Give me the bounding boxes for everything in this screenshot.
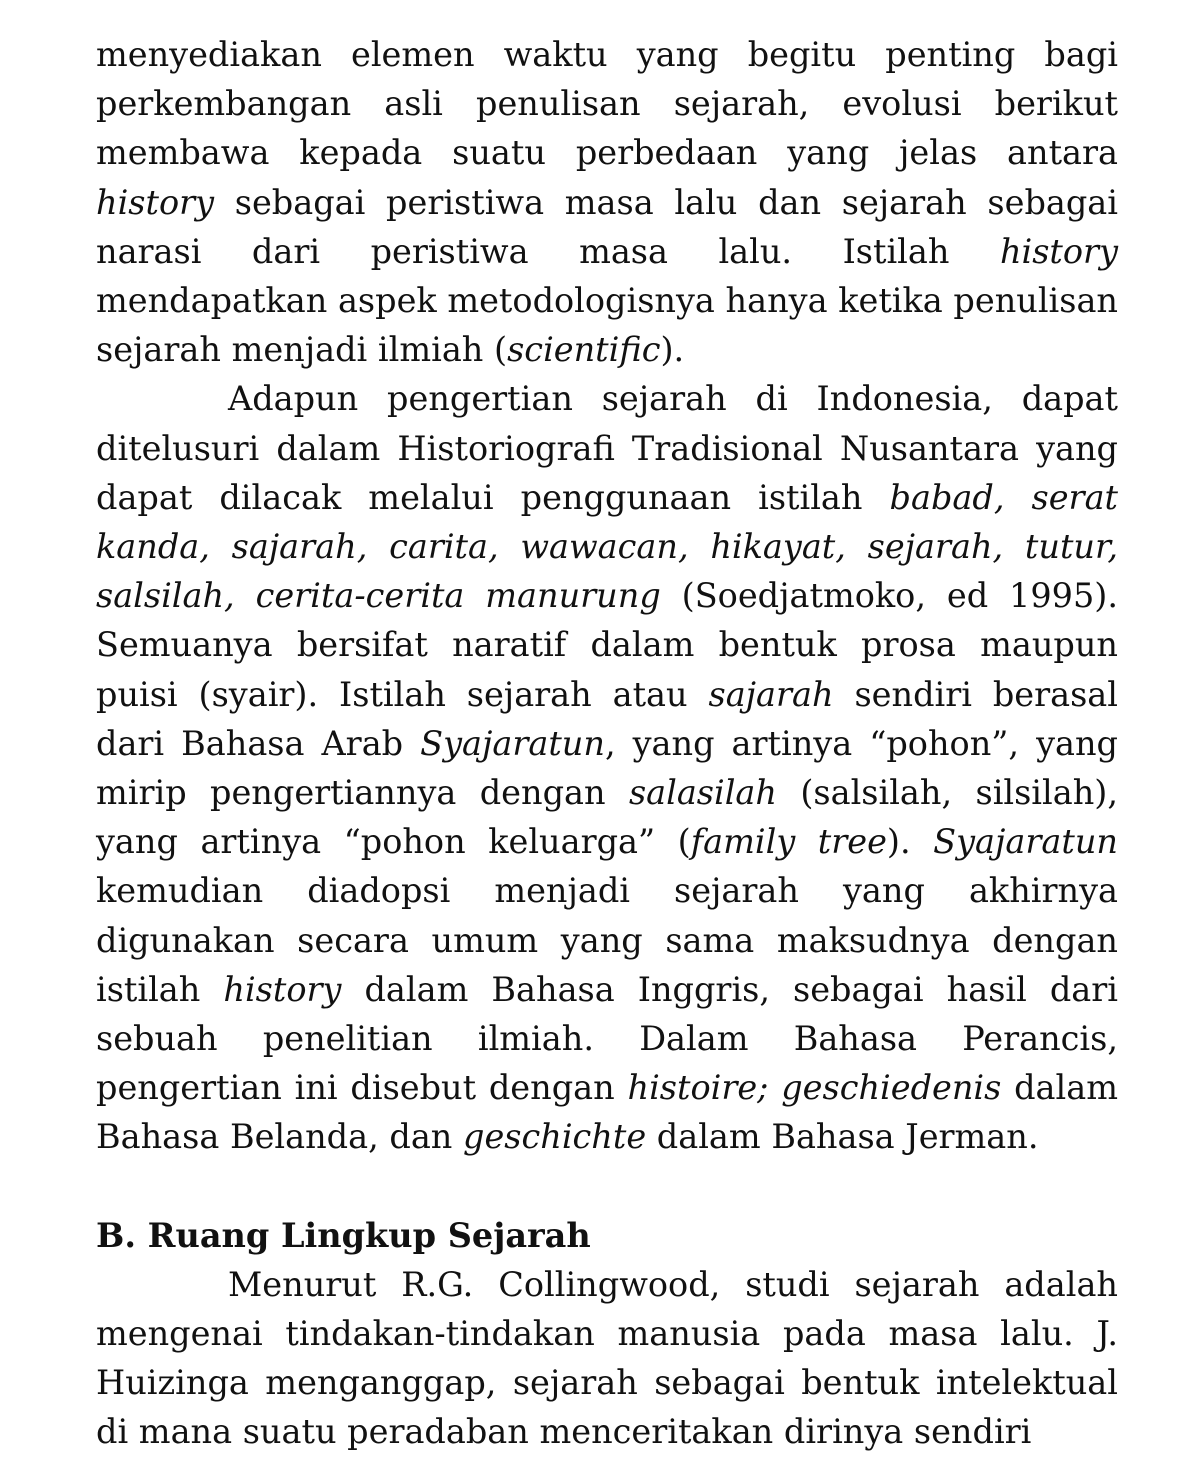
italic-term: geschichte xyxy=(463,1117,647,1157)
italic-term: history xyxy=(223,969,342,1009)
text-run: kemudian diadopsi menjadi sejarah yang akhirnya digunakan secara umum yang sama maksudnya dengan istilah xyxy=(96,871,1118,1009)
text-run: menyediakan elemen waktu yang begitu penting bagi perkembangan asli penulisan sejarah, evolusi berikut membawa kepada suatu perbedaan yang jelas antara xyxy=(96,35,1118,173)
paragraph-ruang-lingkup xyxy=(96,1260,1118,1457)
text-run: (Soedjatmoko, ed 1995). Semuanya bersifat naratif dalam bentuk prosa maupun puisi (syair). Istilah sejarah atau xyxy=(96,576,1118,714)
section-heading: B. Ruang Lingkup Sejarah xyxy=(96,1215,591,1255)
text-run: ). xyxy=(660,330,685,370)
text-run: dalam Bahasa Belanda, dan xyxy=(96,1068,1118,1157)
italic-term: histoire; geschiedenis xyxy=(627,1068,1002,1108)
text-run: , yang artinya “pohon”, yang mirip pengertiannya dengan xyxy=(96,723,1118,813)
italic-term: scientific xyxy=(507,330,661,370)
text-run: dalam Bahasa Inggris, sebagai hasil dari sebuah penelitian ilmiah. Dalam Bahasa Perancis, pengertian ini disebut dengan xyxy=(96,969,1118,1108)
text-run: Menurut R.G. Collingwood, studi sejarah adalah mengenai tindakan-tindakan manusia pada masa lalu. J. Huizinga menganggap, sejarah sebagai bentuk intelektual di mana suatu peradaban menceritakan dirinya sendiri xyxy=(96,1264,1118,1452)
italic-term: Syajaratun xyxy=(420,723,605,763)
italic-term: family tree xyxy=(690,822,887,862)
italic-term: history xyxy=(96,182,215,222)
italic-term: history xyxy=(999,231,1118,271)
text-run: ). xyxy=(886,822,934,862)
text-run: mendapatkan aspek metodologisnya hanya ketika penulisan sejarah menjadi ilmiah ( xyxy=(96,281,1119,370)
text-run: (salsilah, silsilah), yang artinya “pohon keluarga” ( xyxy=(96,773,1119,862)
text-run: dalam Bahasa Jerman. xyxy=(646,1117,1039,1157)
italic-term: babad, serat kanda, sajarah, carita, wawacan, hikayat, sejarah, tutur, salsilah, cerita-cerita manurung xyxy=(96,477,1119,616)
text-run: sebagai peristiwa masa lalu dan sejarah sebagai narasi dari peristiwa masa lalu. Istilah xyxy=(96,182,1118,271)
document-page xyxy=(96,30,1118,1457)
paragraph-history-evolution xyxy=(96,30,1118,374)
text-run: Adapun pengertian sejarah di Indonesia, dapat ditelusuri dalam Historiografi Tradisional Nusantara yang dapat dilacak melalui penggunaan istilah xyxy=(96,379,1118,517)
italic-term: Syajaratun xyxy=(933,822,1118,862)
text-run: sendiri berasal dari Bahasa Arab xyxy=(96,674,1118,763)
italic-term: salasilah xyxy=(628,773,777,813)
paragraph-sejarah-indonesia xyxy=(96,374,1118,1161)
section-spacer xyxy=(96,1162,1118,1211)
italic-term: sajarah xyxy=(708,674,834,714)
